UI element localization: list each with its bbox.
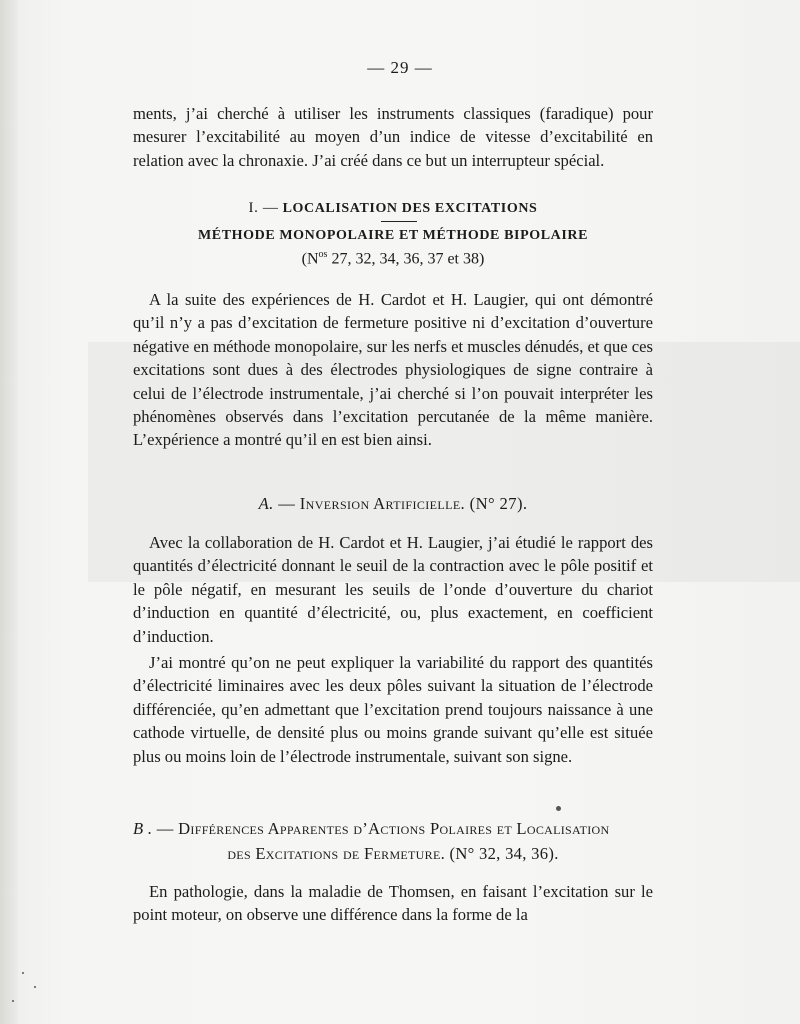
- paragraph-1-text: A la suite des expériences de H. Cardot et H. Laugier, qui ont démontré qu’il n’y a pas d’excitation de fermeture positive ni d’excitation d’ouverture négative en méthode monopolaire, sur les nerfs et muscles dénudés, et que ces excitations sont dues à des électrodes physiologiques de signe contraire à celui de l’électrode instrumentale, j’ai cherché si l’on pouvait interpréter les phénomènes observés dans l’excitation percutanée de la même manière. L’expérience a montré qu’il en est bien ainsi.: [133, 290, 653, 450]
- heading-rule: [381, 221, 417, 222]
- refs-superscript: os: [318, 249, 328, 260]
- intro-paragraph-text: ments, j’ai cherché à utiliser les instruments classiques (faradique) pour mesurer l’excitabilité au moyen d’un indice de vitesse d’excitabilité en relation avec la chronaxie. J’ai créé dans ce but un interrupteur spécial.: [133, 104, 653, 170]
- paragraph-3: [133, 651, 653, 768]
- section-a-heading: [133, 494, 653, 514]
- ink-speck: [12, 1000, 14, 1002]
- ink-speck: [556, 806, 561, 811]
- section-b-heading: [133, 816, 653, 866]
- paragraph-1: [133, 288, 653, 452]
- section-b-ref: (N° 32, 34, 36).: [445, 844, 559, 863]
- section-b-dash: —: [152, 819, 179, 838]
- section-b-title-line2-wrap: [133, 841, 653, 866]
- section-1-numeral: I. —: [248, 200, 279, 216]
- paragraph-2-text: Avec la collaboration de H. Cardot et H. Laugier, j’ai étudié le rapport des quantités d’électricité donnant le seuil de la contraction avec le pôle positif et le pôle négatif, en mesurant les seuils de l’onde d’ouverture du chariot d’induction en quantité d’électricité, ou, plus exactement, en coefficient d’induction.: [133, 533, 653, 646]
- paragraph-4: [133, 880, 653, 927]
- section-a-dash: —: [273, 494, 300, 513]
- intro-paragraph: [133, 102, 653, 172]
- section-b-title-line2: des Excitations de Fermeture.: [227, 844, 446, 863]
- section-1-subtitle: MÉTHODE MONOPOLAIRE ET MÉTHODE BIPOLAIRE: [197, 228, 589, 243]
- page-edge-shadow: [0, 0, 18, 1024]
- section-b-letter: B .: [133, 819, 153, 838]
- refs-list: 27, 32, 34, 36, 37 et 38): [327, 250, 485, 268]
- section-a-ref: (N° 27).: [465, 494, 528, 513]
- section-b-title-line1: Différences Apparentes d’Actions Polaires et Localisation: [178, 819, 610, 838]
- paragraph-2: [133, 531, 653, 648]
- section-1-heading: [133, 200, 653, 217]
- page-number: — 29 —: [367, 58, 433, 77]
- paragraph-4-text: En pathologie, dans la maladie de Thomsen, en faisant l’excitation sur le point moteur, on observe une différence dans la forme de la: [133, 882, 653, 925]
- paragraph-3-text: J’ai montré qu’on ne peut expliquer la variabilité du rapport des quantités d’électricité liminaires avec les deux pôles suivant la situation de l’électrode différenciée, qu’en admettant que l’excitation prend toujours naissance à une cathode virtuelle, de densité plus ou moins grande suivant qu’elle est située plus ou moins loin de l’électrode instrumentale, suivant son signe.: [133, 653, 653, 766]
- section-1-references: [133, 249, 653, 268]
- section-a-letter: A.: [258, 494, 274, 513]
- ink-speck: [34, 986, 36, 988]
- refs-prefix: (N: [301, 250, 319, 268]
- section-a-title: Inversion Artificielle.: [299, 494, 466, 513]
- section-1-title: LOCALISATION DES EXCITATIONS: [282, 201, 538, 216]
- ink-speck: [22, 972, 24, 974]
